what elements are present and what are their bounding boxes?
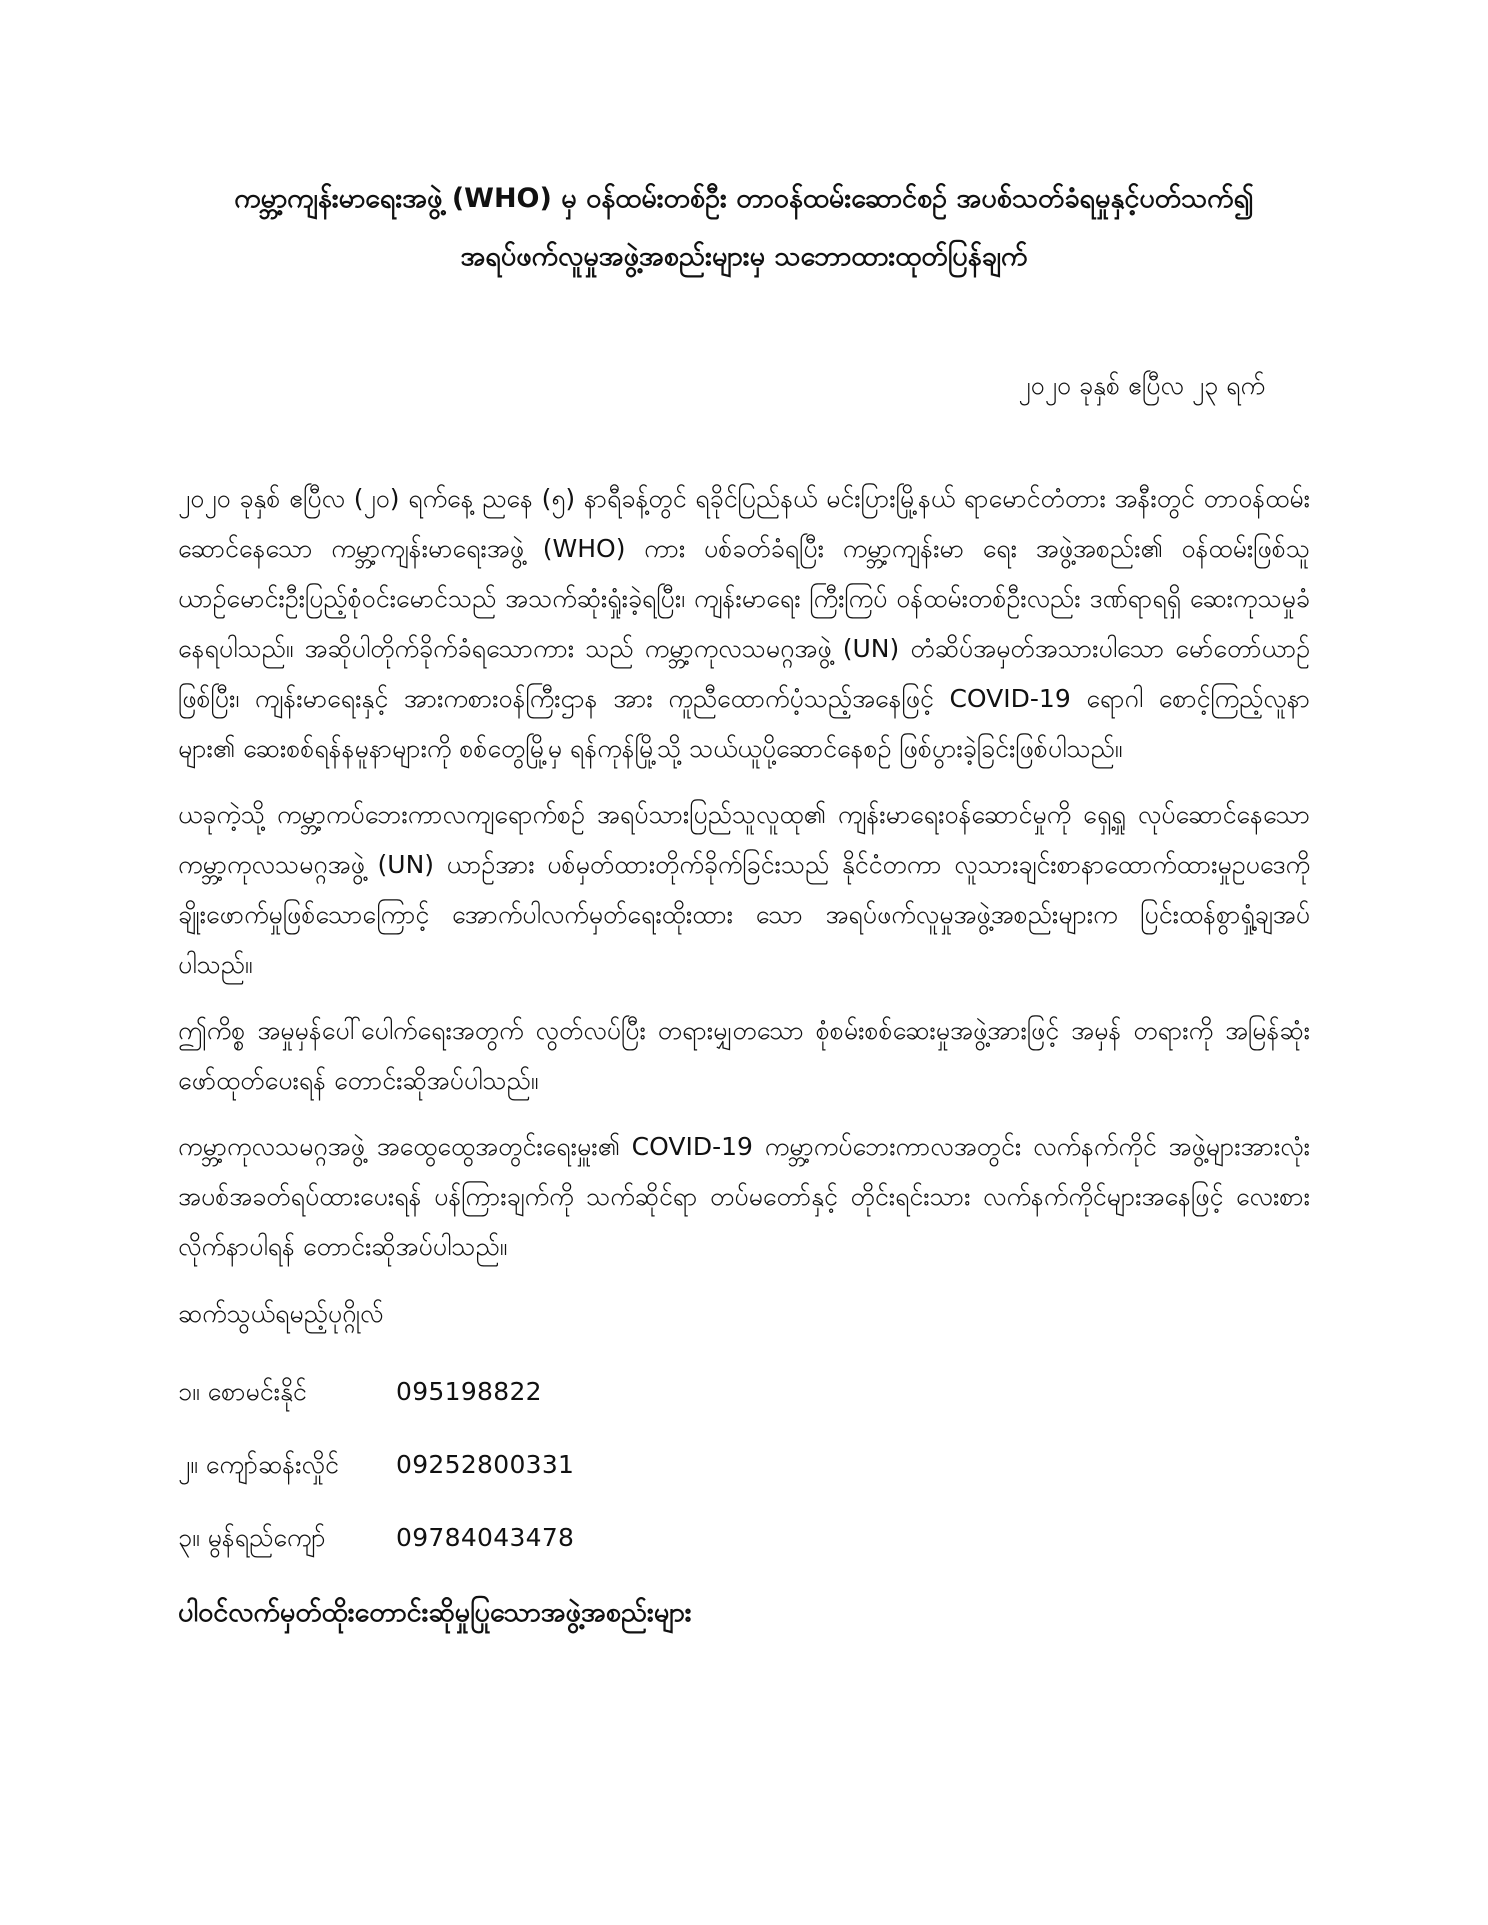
contact-heading: ဆက်သွယ်ရမည့်ပုဂ္ဂိုလ် bbox=[178, 1299, 384, 1328]
paragraph-2: ယခုကဲ့သို့ ကမ္ဘာ့ကပ်ဘေးကာလကျရောက်စဉ် အရပ်သားပြည်သူလူထု၏ ကျန်းမာရေးဝန်ဆောင်မှုကို ရှေ့ရှု လုပ်ဆောင်နေသော ကမ္ဘာ့ကုလသမဂ္ဂအဖွဲ့ (UN) ယာဉ်အား ပစ်မှတ်ထားတိုက်ခိုက်ခြင်းသည် နိုင်ငံတကာ လူသားချင်းစာနာထောက်ထားမှုဥပဒေကို ချိုးဖောက်မှုဖြစ်သောကြောင့် အောက်ပါလက်မှတ်ရေးထိုးထား သော အရပ်ဖက်လူမှုအဖွဲ့အစည်းများက ပြင်းထန်စွာရှုံ့ချအပ်ပါသည်။ bbox=[178, 800, 1310, 979]
contact-item-1 bbox=[178, 1372, 1310, 1445]
paragraph-4: ကမ္ဘာ့ကုလသမဂ္ဂအဖွဲ့ အထွေထွေအတွင်းရေးမှူး၏ COVID-19 ကမ္ဘာ့ကပ်ဘေးကာလအတွင်း လက်နက်ကိုင် အဖွဲ့များအားလုံး အပစ်အခတ်ရပ်ထားပေးရန် ပန်ကြားချက်ကို သက်ဆိုင်ရာ တပ်မတော်နှင့် တိုင်းရင်းသား လက်နက်ကိုင်များအနေဖြင့် လေးစားလိုက်နာပါရန် တောင်းဆိုအပ်ပါသည်။ bbox=[178, 1132, 1310, 1261]
contact-item-2 bbox=[178, 1445, 1310, 1518]
contact-name: ၃။ မွန်ရည်ကျော် bbox=[178, 1523, 326, 1552]
contact-name: ၁။ စောမင်းနိုင် bbox=[178, 1377, 307, 1406]
title-line-2: အရပ်ဖက်လူမှုအဖွဲ့အစည်းများမှ သဘောထားထုတ်ပြန်ချက် bbox=[460, 241, 1028, 272]
statement-date: ၂၀၂၀ ခုနှစ် ဧပြီလ ၂၃ ရက် bbox=[1018, 371, 1265, 400]
paragraph-3: ဤကိစ္စ အမှုမှန်ပေါ်ပေါက်ရေးအတွက် လွတ်လပ်ပြီး တရားမျှတသော စုံစမ်းစစ်ဆေးမှုအဖွဲ့အားဖြင့် အမှန် တရားကို အမြန်ဆုံးဖော်ထုတ်ပေးရန် တောင်းဆိုအပ်ပါသည်။ bbox=[178, 1016, 1310, 1095]
contact-phone: 09784043478 bbox=[396, 1523, 575, 1552]
contact-phone: 09252800331 bbox=[396, 1450, 575, 1479]
title-line-1: ကမ္ဘာ့ကျန်းမာရေးအဖွဲ့ (WHO) မှ ဝန်ထမ်းတစ်ဦး တာဝန်ထမ်းဆောင်စဉ် အပစ်သတ်ခံရမှုနှင့်ပတ်သက်၍ bbox=[234, 183, 1254, 214]
contact-list bbox=[178, 1372, 1310, 1591]
statement-title bbox=[178, 170, 1310, 286]
signatories-heading: ပါဝင်လက်မှတ်ထိုးတောင်းဆိုမှုပြုသောအဖွဲ့အစည်းများ bbox=[178, 1597, 692, 1628]
contact-phone: 095198822 bbox=[396, 1377, 542, 1406]
paragraph-1: ၂၀၂၀ ခုနှစ် ဧပြီလ (၂၀) ရက်နေ့ ညနေ (၅) နာရီခန့်တွင် ရခိုင်ပြည်နယ် မင်းပြားမြို့နယ် ရာမောင်တံတား အနီးတွင် တာဝန်ထမ်းဆောင်နေသော ကမ္ဘာ့ကျန်းမာရေးအဖွဲ့ (WHO) ကား ပစ်ခတ်ခံရပြီး ကမ္ဘာ့ကျန်းမာ ရေး အဖွဲ့အစည်း၏ ဝန်ထမ်းဖြစ်သူ ယာဉ်မောင်းဦးပြည့်စုံဝင်းမောင်သည် အသက်ဆုံးရှုံးခဲ့ရပြီး၊ ကျန်းမာရေး ကြီးကြပ် ဝန်ထမ်းတစ်ဦးလည်း ဒဏ်ရာရရှိ ဆေးကုသမှုခံနေရပါသည်။ အဆိုပါတိုက်ခိုက်ခံရသောကား သည် ကမ္ဘာ့ကုလသမဂ္ဂအဖွဲ့ (UN) တံဆိပ်အမှတ်အသားပါသော မော်တော်ယာဉ်ဖြစ်ပြီး၊ ကျန်းမာရေးနှင့် အားကစားဝန်ကြီးဌာန အား ကူညီထောက်ပံ့သည့်အနေဖြင့် COVID-19 ရောဂါ စောင့်ကြည့်လူနာများ၏ ဆေးစစ်ရန်နမူနာများကို စစ်တွေမြို့မှ ရန်ကုန်မြို့သို့ သယ်ယူပို့ဆောင်နေစဉ် ဖြစ်ပွားခဲ့ခြင်းဖြစ်ပါသည်။ bbox=[178, 484, 1310, 763]
contact-item-3 bbox=[178, 1518, 1310, 1591]
contact-name: ၂။ ကျော်ဆန်းလှိုင် bbox=[178, 1450, 339, 1479]
